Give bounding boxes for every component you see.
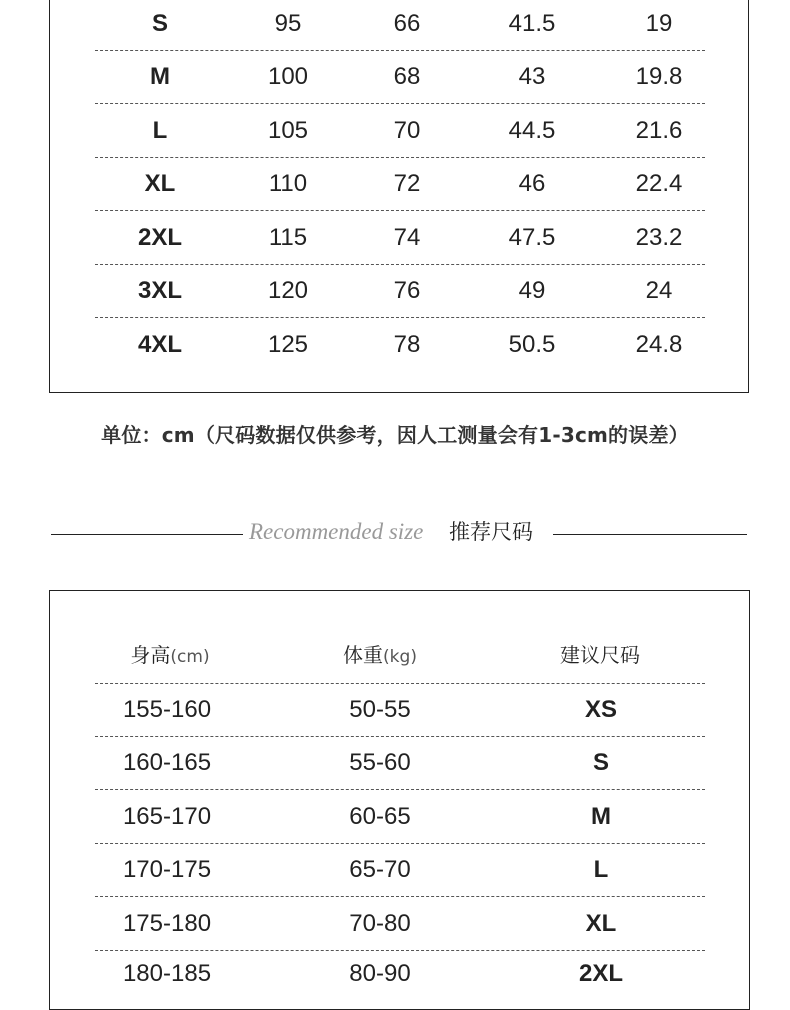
size-row-l (95, 104, 705, 158)
suggested-size: S (592, 749, 610, 776)
heading-divider-left (51, 534, 243, 535)
size-value: 110 (268, 170, 308, 197)
size-value: 19 (645, 10, 673, 37)
height-range: 170-175 (122, 856, 212, 883)
size-value: 74 (393, 224, 421, 251)
weight-range: 50-55 (349, 696, 411, 723)
size-label: S (151, 10, 169, 37)
heading-chinese: 推荐尺码 (449, 520, 533, 544)
suggested-size: M (591, 803, 611, 830)
size-value: 22.4 (635, 170, 683, 197)
header-suggested-size (560, 627, 640, 683)
size-label: 3XL (137, 277, 183, 304)
size-value: 47.5 (508, 224, 556, 251)
size-label: 2XL (137, 224, 183, 251)
size-chart-table (49, 0, 749, 393)
size-value: 24.8 (635, 331, 683, 358)
size-value: 44.5 (508, 117, 556, 144)
size-value: 100 (267, 63, 309, 90)
size-label: 4XL (137, 331, 183, 358)
size-value: 21.6 (635, 117, 683, 144)
header-suggested-size-label: 建议尺码 (560, 643, 640, 667)
size-value: 68 (393, 63, 421, 90)
size-value: 23.2 (635, 224, 683, 251)
size-value: 95 (274, 10, 302, 37)
size-value: 125 (267, 331, 309, 358)
size-label: M (150, 63, 170, 90)
size-value: 70 (393, 117, 421, 144)
size-row-xl (95, 157, 705, 211)
size-value: 115 (268, 224, 308, 251)
weight-range: 65-70 (349, 856, 411, 883)
table-row (95, 897, 705, 951)
table-row (95, 683, 705, 737)
size-value: 41.5 (508, 10, 556, 37)
size-row-3xl (95, 264, 705, 318)
size-row-4xl (95, 318, 705, 371)
size-value: 50.5 (508, 331, 556, 358)
header-weight-label: 体重 (343, 643, 384, 667)
weight-range: 55-60 (349, 749, 411, 776)
weight-range: 80-90 (349, 960, 411, 987)
size-label: L (152, 117, 168, 144)
header-weight (343, 627, 417, 683)
table-row (95, 736, 705, 790)
suggested-size: 2XL (578, 960, 624, 987)
heading-english: Recommended size (249, 519, 424, 544)
size-value: 105 (267, 117, 309, 144)
size-row-2xl (95, 211, 705, 265)
table-row (95, 790, 705, 844)
size-row-s (95, 0, 705, 51)
size-value: 49 (518, 277, 546, 304)
heading-divider-right (553, 534, 747, 535)
table-header-row (95, 627, 705, 684)
size-label: XL (144, 170, 176, 197)
header-height-label: 身高 (130, 643, 171, 667)
header-height (130, 627, 209, 683)
size-value: 24 (645, 277, 673, 304)
size-value: 78 (393, 331, 421, 358)
size-value: 46 (518, 170, 546, 197)
measurement-note: 单位：cm（尺码数据仅供参考，因人工测量会有1-3cm的误差） (101, 423, 689, 447)
recommended-size-heading (0, 510, 790, 550)
suggested-size: L (593, 856, 609, 883)
header-weight-unit: (kg) (383, 647, 417, 667)
height-range: 175-180 (122, 910, 212, 937)
table-row (95, 843, 705, 897)
size-value: 72 (393, 170, 421, 197)
height-range: 160-165 (122, 749, 212, 776)
table-row (95, 947, 705, 1000)
recommend-size-table (49, 590, 750, 1010)
size-value: 19.8 (635, 63, 683, 90)
size-value: 76 (393, 277, 421, 304)
size-value: 66 (393, 10, 421, 37)
height-range: 180-185 (122, 960, 212, 987)
suggested-size: XS (584, 696, 618, 723)
size-row-m (95, 50, 705, 104)
weight-range: 60-65 (349, 803, 411, 830)
height-range: 155-160 (122, 696, 212, 723)
header-height-unit: (cm) (170, 647, 210, 667)
suggested-size: XL (585, 910, 617, 937)
size-value: 120 (267, 277, 309, 304)
size-value: 43 (518, 63, 546, 90)
weight-range: 70-80 (349, 910, 411, 937)
height-range: 165-170 (122, 803, 212, 830)
